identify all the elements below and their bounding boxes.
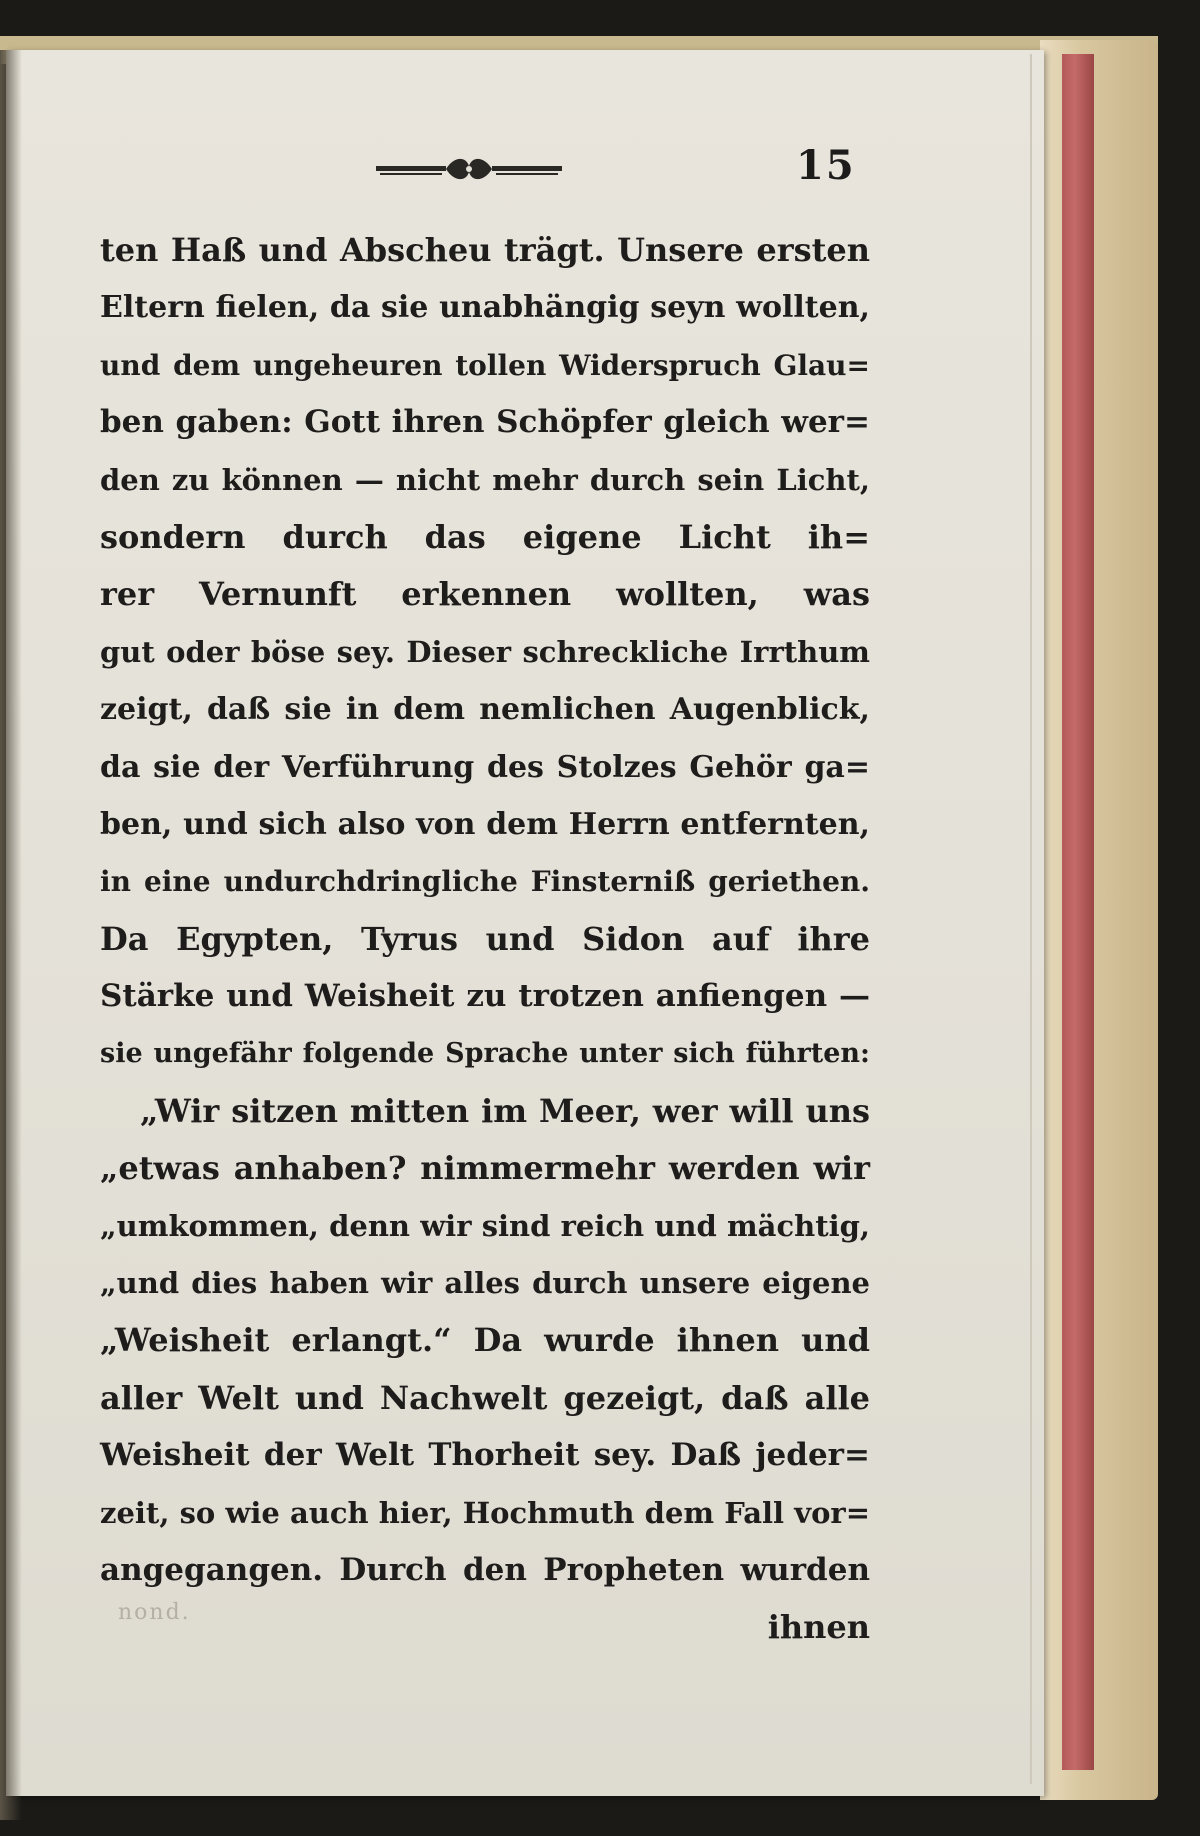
text-line: zeit, so wie auch hier, Hochmuth dem Fall vor=: [100, 1495, 870, 1530]
text-line: ten Haß und Abscheu trägt. Unsere ersten: [100, 231, 870, 269]
decorative-header-ornament-icon: [376, 154, 562, 184]
text-line: Stärke und Weisheit zu trotzen anfiengen —: [100, 978, 870, 1015]
text-line: aller Welt und Nachwelt gezeigt, daß alle: [100, 1378, 870, 1417]
text-line: in eine undurchdringliche Finsterniß geriethen.: [100, 865, 870, 899]
text-line: zeigt, daß sie in dem nemlichen Augenblick,: [100, 692, 870, 728]
spine-shadow: [0, 50, 22, 1820]
body-text: [100, 222, 870, 1657]
text-line: Da Egypten, Tyrus und Sidon auf ihre: [100, 919, 870, 958]
text-line: Weisheit der Welt Thorheit sey. Daß jeder=: [100, 1437, 870, 1474]
text-line: Eltern fielen, da sie unabhängig seyn wollten,: [100, 290, 870, 326]
page-number: 15: [796, 142, 856, 189]
page-stack-edge: [1040, 40, 1158, 1800]
text-line: sondern durch das eigene Licht ih=: [100, 517, 870, 556]
text-line: da sie der Verführung des Stolzes Gehör ga=: [100, 749, 870, 785]
quote-line: „Wir sitzen mitten im Meer, wer will uns: [140, 1091, 870, 1130]
page-fold-line: [1030, 54, 1032, 1784]
text-line: ben gaben: Gott ihren Schöpfer gleich wer=: [100, 404, 870, 441]
faint-show-through-text: nond.: [118, 1600, 191, 1625]
catchword: ihnen: [767, 1608, 870, 1647]
text-line: ben, und sich also von dem Herrn entfernten,: [100, 806, 870, 842]
text-line: sie ungefähr folgende Sprache unter sich führten:: [100, 1038, 870, 1070]
quote-line: „und dies haben wir alles durch unsere eigene: [100, 1266, 870, 1301]
quote-line: „etwas anhaben? nimmermehr werden wir: [100, 1149, 870, 1188]
text-line: und dem ungeheuren tollen Widerspruch Glau=: [100, 348, 870, 382]
red-page-edge: [1062, 54, 1094, 1770]
quote-line: „umkommen, denn wir sind reich und mächtig,: [100, 1208, 870, 1243]
text-line: rer Vernunft erkennen wollten, was: [100, 575, 870, 614]
quote-line: „Weisheit erlangt.“ Da wurde ihnen und: [100, 1321, 870, 1360]
text-line: den zu können — nicht mehr durch sein Licht,: [100, 462, 870, 497]
text-line: gut oder böse sey. Dieser schreckliche Irrthum: [100, 634, 870, 669]
text-line: angegangen. Durch den Propheten wurden: [100, 1551, 870, 1588]
